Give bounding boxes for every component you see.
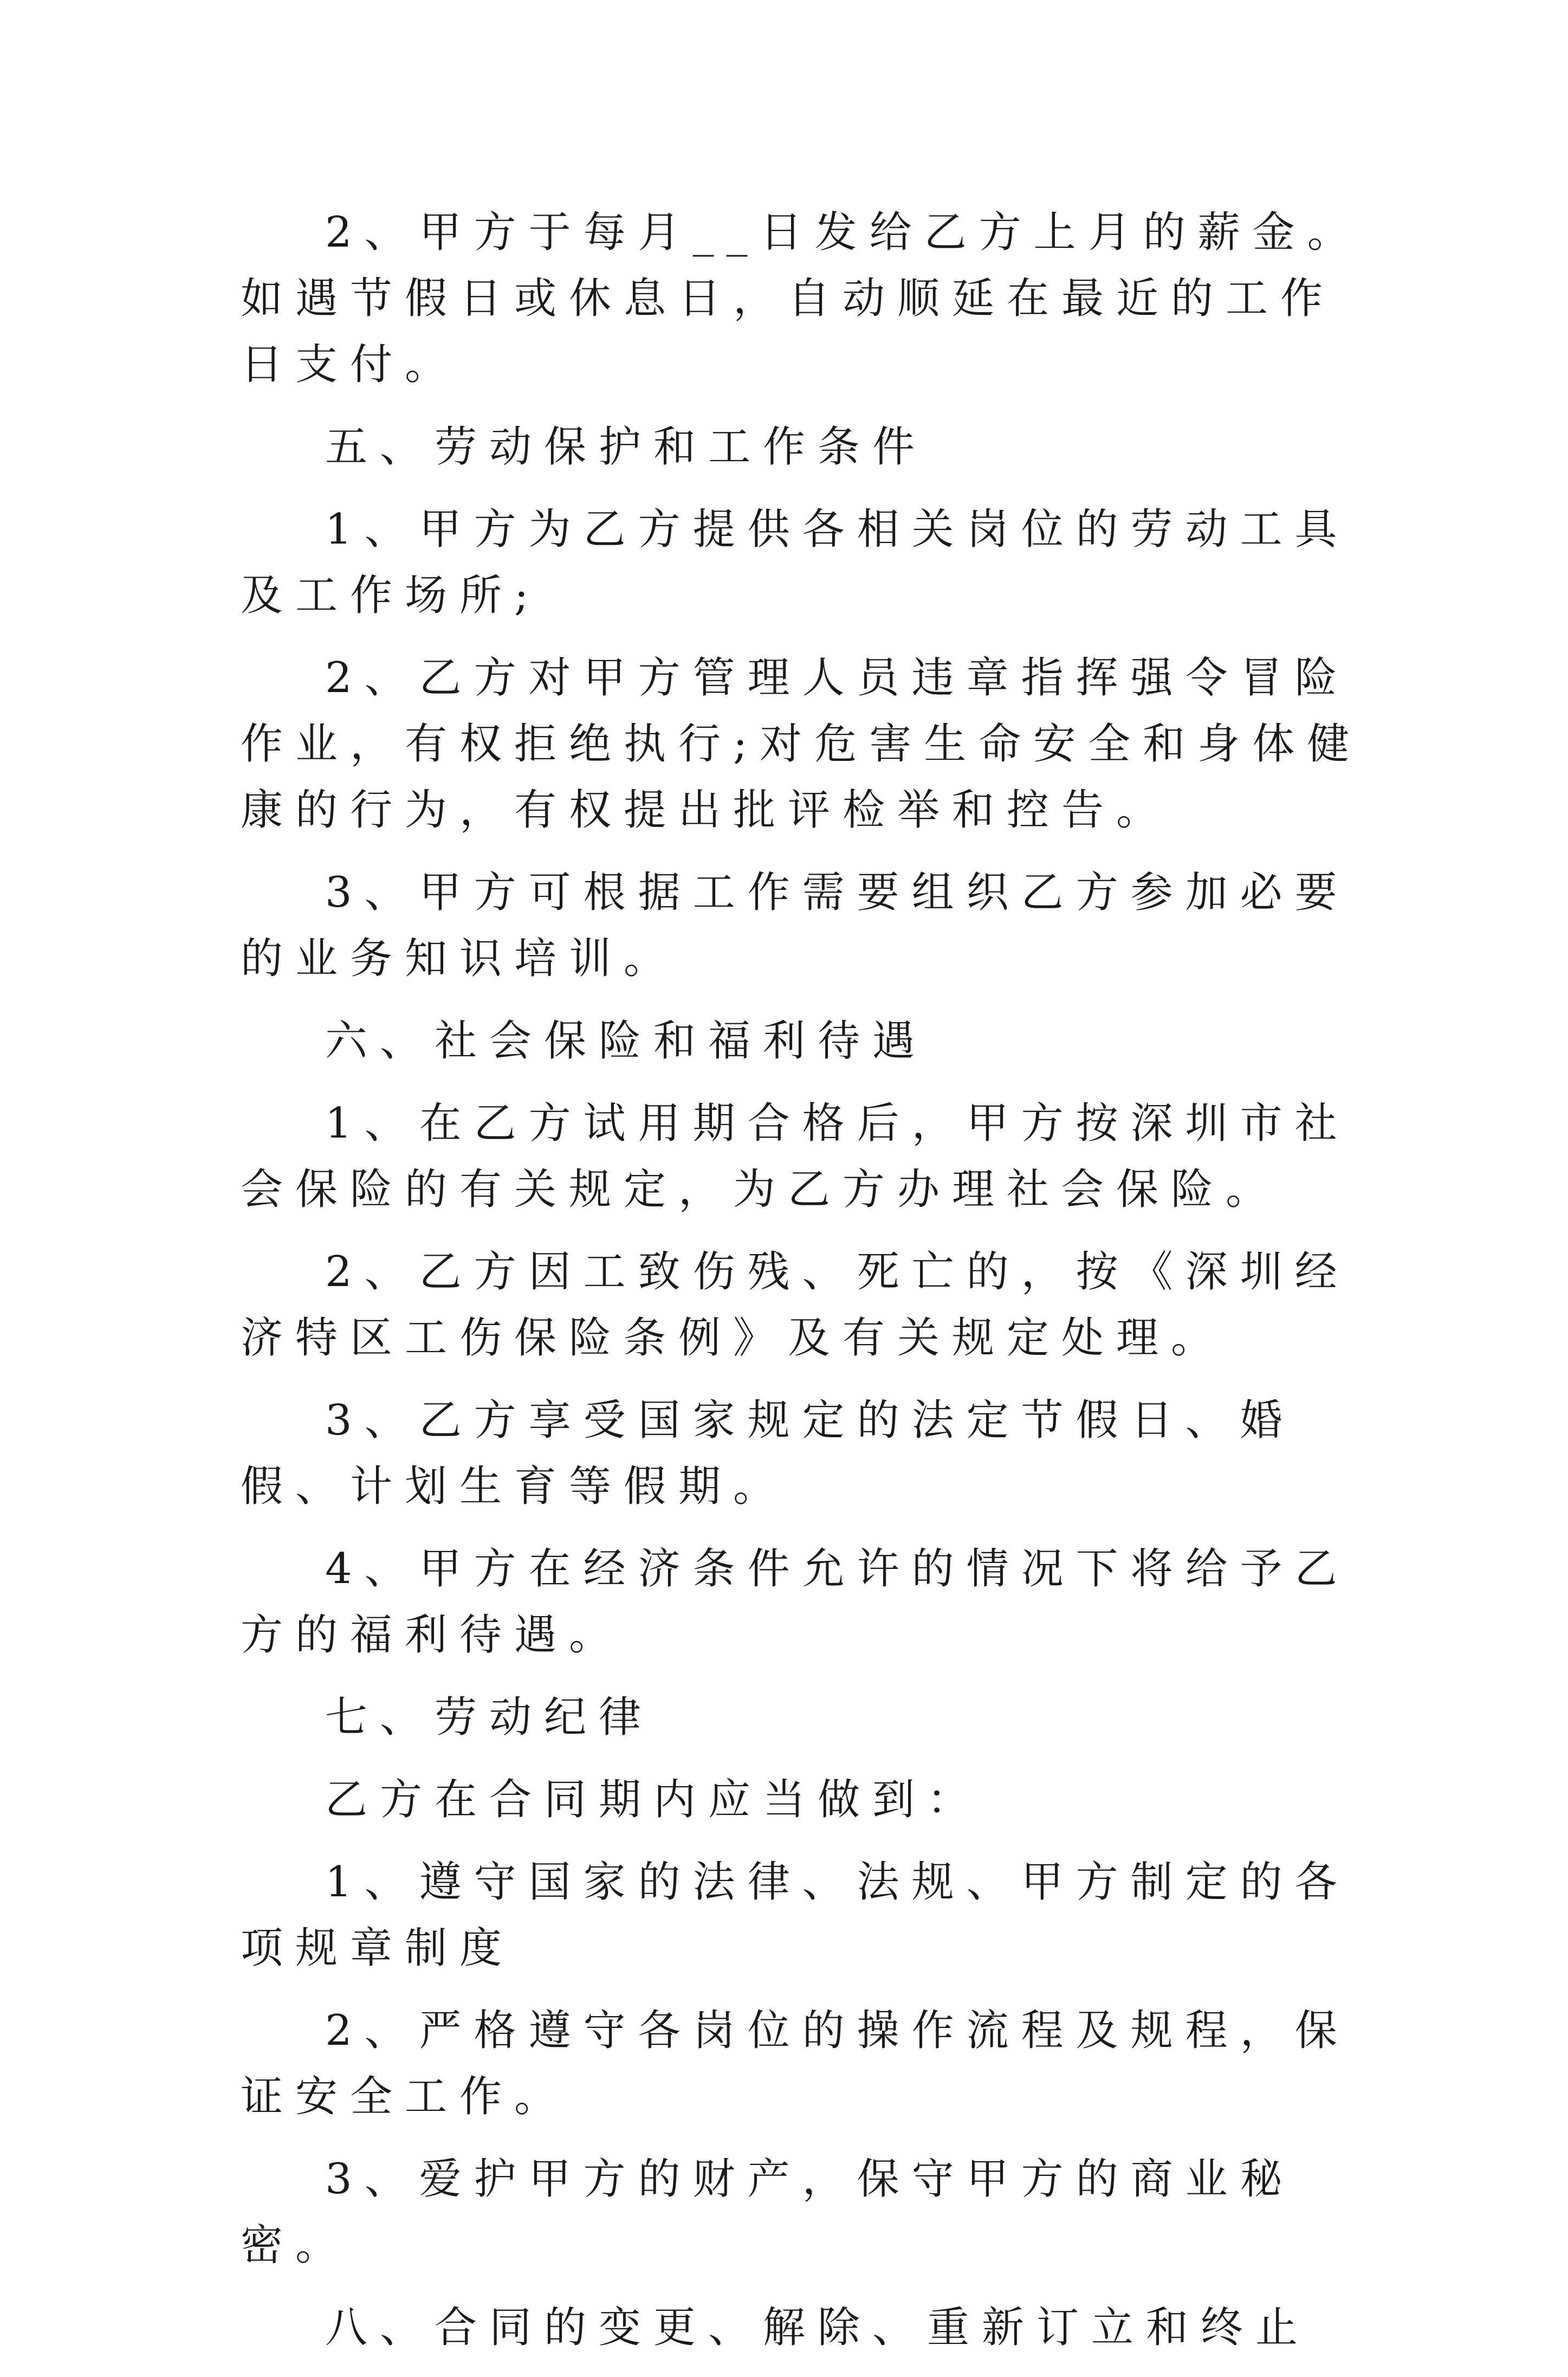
section-heading-labor-protection: 五、劳动保护和工作条件: [325, 423, 928, 471]
paragraph-discipline-intro: 乙方在合同期内应当做到：: [325, 1775, 982, 1824]
paragraph-refuse-risky-work: 2、乙方对甲方管理人员违章指挥强令冒险作业，有权拒绝执行;对危害生命安全和身体健康的行为，有权提出批评检举和控告。: [241, 654, 1362, 835]
section-heading-social-insurance: 六、社会保险和福利待遇: [325, 1017, 928, 1065]
paragraph-training: 3、甲方可根据工作需要组织乙方参加必要的业务知识培训。: [241, 868, 1350, 983]
paragraph-salary-payment: 2、甲方于每月__日发给乙方上月的薪金。如遇节假日或休息日，自动顺延在最近的工作日支付。: [241, 208, 1362, 389]
section-heading-contract-changes: 八、合同的变更、解除、重新订立和终止: [325, 2303, 1311, 2352]
paragraph-protect-property: 3、爱护甲方的财产，保守甲方的商业秘密。: [241, 2155, 1295, 2270]
document-body: [241, 199, 1378, 2377]
section-heading-labor-discipline: 七、劳动纪律: [325, 1693, 654, 1742]
paragraph-work-tools: 1、甲方为乙方提供各相关岗位的劳动工具及工作场所;: [241, 505, 1350, 620]
paragraph-welfare: 4、甲方在经济条件允许的情况下将给予乙方的福利待遇。: [241, 1545, 1350, 1659]
paragraph-holidays: 3、乙方享受国家规定的法定节假日、婚假、计划生育等假期。: [241, 1396, 1295, 1511]
paragraph-work-injury: 2、乙方因工致伤残、死亡的，按《深圳经济特区工伤保险条例》及有关规定处理。: [241, 1248, 1350, 1362]
paragraph-insurance-after-probation: 1、在乙方试用期合格后，甲方按深圳市社会保险的有关规定，为乙方办理社会保险。: [241, 1099, 1350, 1214]
paragraph-obey-laws: 1、遵守国家的法律、法规、甲方制定的各项规章制度: [241, 1858, 1350, 1973]
paragraph-safety-procedures: 2、严格遵守各岗位的操作流程及规程，保证安全工作。: [241, 2006, 1350, 2121]
